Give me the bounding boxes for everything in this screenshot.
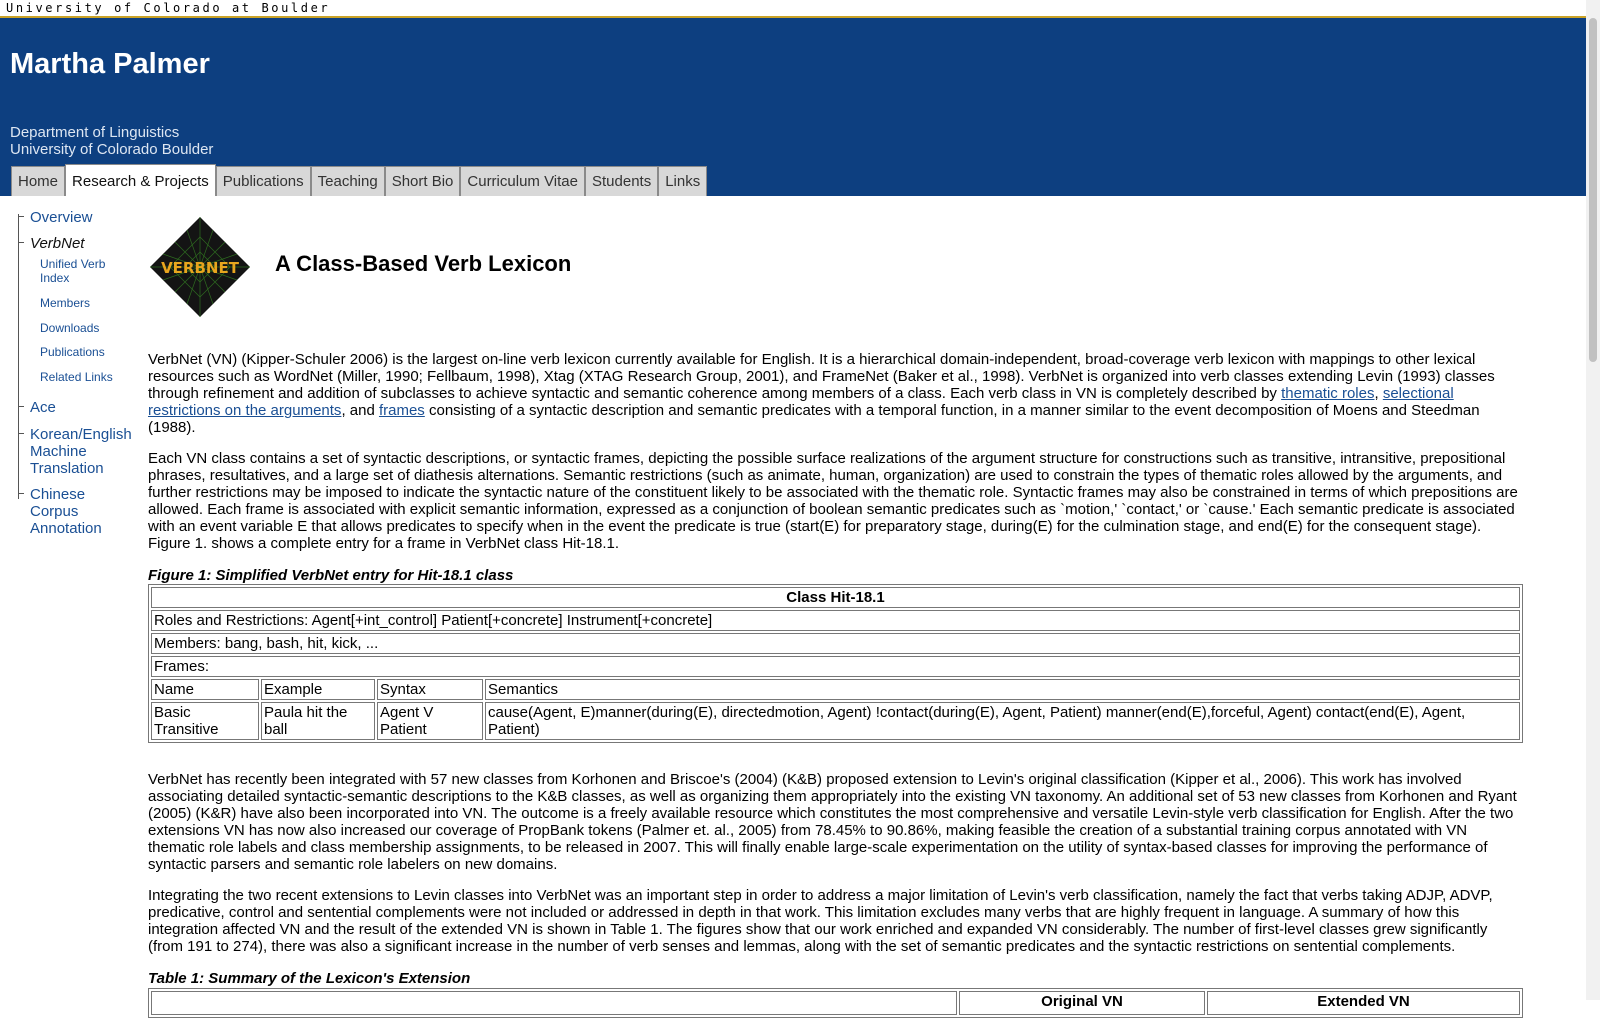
separator: ,: [1374, 385, 1383, 402]
tab-research-projects[interactable]: Research & Projects: [65, 164, 216, 196]
site-header: [0, 18, 1586, 196]
sidebar-subitem-downloads[interactable]: Downloads: [40, 321, 100, 335]
tab-short-bio[interactable]: Short Bio: [385, 166, 461, 196]
university-banner[interactable]: University of Colorado at Boulder: [0, 0, 1600, 18]
column-header: Extended VN: [1207, 991, 1520, 1015]
thematic-roles-link[interactable]: thematic roles: [1281, 385, 1375, 402]
separator: , and: [341, 402, 379, 419]
table-cell: Paula hit the ball: [261, 702, 375, 740]
sidebar-subitem-unified-verb-index[interactable]: [40, 257, 105, 285]
scrollbar-thumb[interactable]: [1589, 18, 1597, 362]
sidebar-item-korean-english-mt[interactable]: [30, 426, 132, 477]
tab-publications[interactable]: Publications: [216, 166, 311, 196]
tab-home[interactable]: Home: [11, 166, 65, 196]
tab-teaching[interactable]: Teaching: [311, 166, 385, 196]
table-cell: Agent V Patient: [377, 702, 483, 740]
item-line: Annotation: [30, 520, 102, 537]
column-header: Original VN: [959, 991, 1205, 1015]
integration-paragraph: VerbNet has recently been integrated with 57 new classes from Korhonen and Briscoe's (2004) (K&B) proposed extension to Levin's original classification (Kipper et al., 2006). This work has involved associating detailed syntactic-semantic descriptions to the K&B classes, as well as organizing them appropriately into the existing VN taxonomy. An additional set of 53 new classes from Korhonen and Ryant (2005) (K&R) have also been incorporated into VN. The outcome is a freely available resource which constitutes the most comprehensive and versatile Levin-style verb classification for English. After the two extensions VN has now also increased our coverage of PropBank tokens (Palmer et. al., 2005) from 78.45% to 90.86%, making feasible the creation of a substantial training corpus annotated with VN thematic role labels and class membership assignments, to be released in 2007. This will finally enable large-scale experimentation on the utility of syntax-based classes for improving the performance of syntactic parsers and semantic role labelers on new domains.: [148, 771, 1517, 873]
table-caption: Table 1: Summary of the Lexicon's Extension: [148, 970, 471, 987]
tab-students[interactable]: Students: [585, 166, 658, 196]
figure-caption: Figure 1: Simplified VerbNet entry for Hit-18.1 class: [148, 567, 514, 584]
tree-tick: [18, 433, 24, 434]
department-info: [10, 124, 213, 158]
item-line: Corpus: [30, 503, 79, 520]
figure-table: [148, 584, 1523, 743]
tree-line: [18, 214, 25, 499]
summary-table: [148, 988, 1523, 1018]
paragraph-text: consisting of a syntactic description and semantic predicates with a temporal function, in a manner similar to the event decomposition of Moens and Steedman (1988).: [148, 402, 1480, 436]
sidebar-subitem-members[interactable]: Members: [40, 296, 91, 310]
frames-paragraph: Each VN class contains a set of syntactic descriptions, or syntactic frames, depicting the possible surface realizations of the argument structure for constructions such as transitive, intransitive, prepositional phrases, resultatives, and a large set of diathesis alternations. Semantic restrictions (such as animate, human, organization) are used to constrain the types of thematic roles allowed by the arguments, and further restrictions may be imposed to indicate the syntactic nature of the constituent likely to be associated with the thematic role. Syntactic frames may also be constrained in terms of which prepositions are allowed. Each frame is associated with explicit semantic information, expressed as a conjunction of boolean semantic predicates such as `motion,' `contact,' or `cause.' Each semantic predicate is associated with an event variable E that allows predicates to specify when in the event the predicate is true (start(E) for preparatory stage, during(E) for the culmination stage, and end(E) for the consequent stage). Figure 1. shows a complete entry for a frame in VerbNet class Hit-18.1.: [148, 450, 1518, 552]
sidebar-item-verbnet[interactable]: VerbNet: [30, 235, 85, 252]
item-line: Chinese: [30, 486, 86, 503]
roles-row: Roles and Restrictions: Agent[+int_control] Patient[+concrete] Instrument[+concrete]: [151, 610, 1520, 631]
page-title: A Class-Based Verb Lexicon: [275, 251, 572, 276]
table-cell: Basic Transitive: [151, 702, 259, 740]
class-header: Class Hit-18.1: [151, 587, 1520, 608]
department-line: Department of Linguistics: [10, 124, 180, 141]
intro-paragraph: [148, 351, 1520, 436]
tab-curriculum-vitae[interactable]: Curriculum Vitae: [460, 166, 585, 196]
sidebar-subitem-publications[interactable]: Publications: [40, 345, 105, 359]
tab-links[interactable]: Links: [658, 166, 707, 196]
tree-tick: [18, 493, 24, 494]
selectional-restrictions-link[interactable]: selectional restrictions on the arguments: [148, 385, 1454, 419]
verbnet-logo: [150, 217, 250, 317]
sidebar-item-chinese-corpus-annotation[interactable]: [30, 486, 102, 537]
column-header: Name: [151, 679, 259, 700]
sidebar-subitem-related-links[interactable]: Related Links: [40, 370, 113, 384]
item-line: Korean/English: [30, 426, 132, 443]
subitem-line: Unified Verb: [40, 257, 106, 271]
subitem-line: Index: [40, 271, 70, 285]
members-row: Members: bang, bash, hit, kick, ...: [151, 633, 1520, 654]
tree-tick: [18, 242, 24, 243]
item-line: Translation: [30, 460, 104, 477]
sidebar-item-overview[interactable]: Overview: [30, 209, 93, 226]
column-header: [151, 991, 957, 1015]
main-nav: [11, 166, 707, 196]
column-header: Example: [261, 679, 375, 700]
frames-row: Frames:: [151, 656, 1520, 677]
column-header: Syntax: [377, 679, 483, 700]
paragraph-text: VerbNet (VN) (Kipper-Schuler 2006) is the largest on-line verb lexicon currently available for English. It is a hierarchical domain-independent, broad-coverage verb lexicon with mappings to other lexical resources such as WordNet (Miller, 1990; Fellbaum, 1998), Xtag (XTAG Research Group, 2001), and FrameNet (Baker et al., 1998). VerbNet is organized into verb classes extending Levin (1993) classes through refinement and addition of subclasses to achieve syntactic and semantic coherence among members of a class. Each verb class in VN is completely described by: [148, 351, 1495, 402]
table-cell: cause(Agent, E)manner(during(E), directedmotion, Agent) !contact(during(E), Agent, Patient) manner(end(E),forceful, Agent) contact(end(E), Agent, Patient): [485, 702, 1520, 740]
university-line: University of Colorado Boulder: [10, 141, 214, 158]
sidebar-item-ace[interactable]: Ace: [30, 399, 56, 416]
column-header: Semantics: [485, 679, 1520, 700]
tree-tick: [18, 406, 24, 407]
frames-link[interactable]: frames: [378, 402, 425, 419]
logo-text: VERBNET: [161, 259, 239, 277]
extension-paragraph: Integrating the two recent extensions to Levin classes into VerbNet was an important step in order to address a major limitation of Levin's verb classification, namely the fact that verbs taking ADJP, ADVP, predicative, control and sentential complements were not included or addressed in depth in that work. This limitation excludes many verbs that are highly frequent in language. A summary of how this integration affected VN and the result of the extended VN is shown in Table 1. The figures show that our work enriched and expanded VN considerably. The number of first-level classes grew significantly (from 191 to 274), there was also a significant increase in the number of verb senses and lemmas, along with the set of semantic predicates and the syntactic restrictions on sentential complements.: [148, 887, 1493, 955]
tree-tick: [18, 216, 24, 217]
site-title[interactable]: Martha Palmer: [10, 48, 210, 80]
vertical-scrollbar[interactable]: [1586, 0, 1600, 1000]
item-line: Machine: [30, 443, 87, 460]
